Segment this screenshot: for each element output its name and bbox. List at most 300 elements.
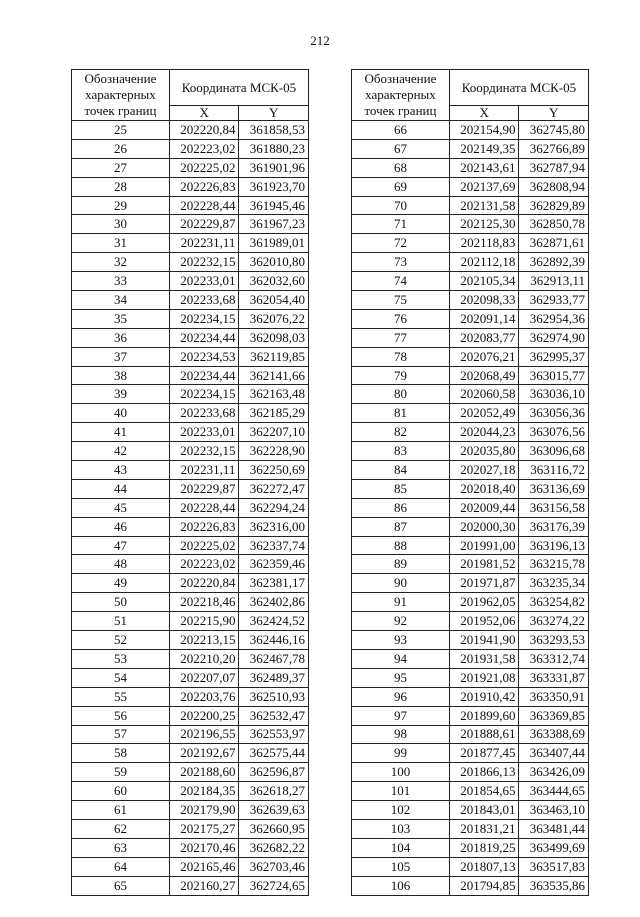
table-row [352,857,589,876]
table-row [352,725,589,744]
table-row [352,763,589,782]
y-coordinate-cell: 362682,22 [239,838,309,857]
table-row [72,593,309,612]
x-coordinate-cell: 202207,07 [169,668,239,687]
table-row [72,857,309,876]
table-row [352,555,589,574]
table-row [72,423,309,442]
point-number-cell: 53 [72,649,170,668]
y-coordinate-cell: 361967,23 [239,215,309,234]
y-coordinate-cell: 362596,87 [239,763,309,782]
table-row [352,819,589,838]
table-row [352,309,589,328]
y-coordinate-cell: 363426,09 [519,763,589,782]
x-coordinate-cell: 202228,44 [169,196,239,215]
x-coordinate-cell: 202233,68 [169,291,239,310]
y-coordinate-cell: 362829,89 [519,196,589,215]
y-coordinate-cell: 362745,80 [519,121,589,140]
point-number-cell: 69 [352,177,450,196]
table-row [72,744,309,763]
table-row [72,574,309,593]
point-number-cell: 46 [72,517,170,536]
table-row [72,687,309,706]
y-coordinate-cell: 363312,74 [519,649,589,668]
table-row [72,366,309,385]
table-body-right [352,121,589,896]
table-row [352,536,589,555]
table-row [72,517,309,536]
point-number-cell: 77 [352,328,450,347]
y-coordinate-cell: 363215,78 [519,555,589,574]
x-coordinate-cell: 202233,01 [169,423,239,442]
point-number-cell: 52 [72,631,170,650]
point-number-cell: 98 [352,725,450,744]
x-coordinate-cell: 202226,83 [169,517,239,536]
table-row [72,272,309,291]
y-coordinate-cell: 362359,46 [239,555,309,574]
x-coordinate-cell: 202203,76 [169,687,239,706]
column-header-y: Y [519,106,589,121]
column-header-point-label: Обозначение характерных точек границ [72,70,170,121]
table-row [352,706,589,725]
y-coordinate-cell: 363096,68 [519,442,589,461]
point-number-cell: 44 [72,479,170,498]
x-coordinate-cell: 202018,40 [449,479,519,498]
y-coordinate-cell: 361945,46 [239,196,309,215]
y-coordinate-cell: 362974,90 [519,328,589,347]
table-row [352,649,589,668]
point-number-cell: 34 [72,291,170,310]
table-row [72,328,309,347]
y-coordinate-cell: 363254,82 [519,593,589,612]
x-coordinate-cell: 202052,49 [449,404,519,423]
point-number-cell: 60 [72,782,170,801]
point-number-cell: 72 [352,234,450,253]
point-number-cell: 61 [72,801,170,820]
y-coordinate-cell: 362892,39 [519,253,589,272]
table-row [352,744,589,763]
x-coordinate-cell: 202225,02 [169,536,239,555]
x-coordinate-cell: 202137,69 [449,177,519,196]
table-row [352,668,589,687]
coordinates-table-left [71,69,309,896]
y-coordinate-cell: 363350,91 [519,687,589,706]
x-coordinate-cell: 202213,15 [169,631,239,650]
x-coordinate-cell: 202009,44 [449,498,519,517]
y-coordinate-cell: 363463,10 [519,801,589,820]
x-coordinate-cell: 202143,61 [449,158,519,177]
y-coordinate-cell: 362228,90 [239,442,309,461]
point-number-cell: 91 [352,593,450,612]
y-coordinate-cell: 362933,77 [519,291,589,310]
y-coordinate-cell: 363176,39 [519,517,589,536]
x-coordinate-cell: 201854,65 [449,782,519,801]
point-number-cell: 95 [352,668,450,687]
x-coordinate-cell: 202083,77 [449,328,519,347]
x-coordinate-cell: 202044,23 [449,423,519,442]
point-number-cell: 90 [352,574,450,593]
table-row [352,479,589,498]
table-row [352,838,589,857]
y-coordinate-cell: 362250,69 [239,461,309,480]
point-number-cell: 62 [72,819,170,838]
table-row [72,819,309,838]
y-coordinate-cell: 363156,58 [519,498,589,517]
x-coordinate-cell: 202125,30 [449,215,519,234]
table-row [72,782,309,801]
y-coordinate-cell: 363369,85 [519,706,589,725]
x-coordinate-cell: 201888,61 [449,725,519,744]
point-number-cell: 82 [352,423,450,442]
y-coordinate-cell: 361858,53 [239,121,309,140]
table-row [72,196,309,215]
point-number-cell: 37 [72,347,170,366]
x-coordinate-cell: 202192,67 [169,744,239,763]
table-row [72,291,309,310]
x-coordinate-cell: 202234,44 [169,328,239,347]
x-coordinate-cell: 201952,06 [449,612,519,631]
x-coordinate-cell: 202175,27 [169,819,239,838]
y-coordinate-cell: 362185,29 [239,404,309,423]
table-row [72,838,309,857]
x-coordinate-cell: 202210,20 [169,649,239,668]
x-coordinate-cell: 202184,35 [169,782,239,801]
x-coordinate-cell: 201807,13 [449,857,519,876]
x-coordinate-cell: 201971,87 [449,574,519,593]
point-number-cell: 47 [72,536,170,555]
table-row [352,423,589,442]
table-row [72,612,309,631]
table-row [352,782,589,801]
y-coordinate-cell: 363444,65 [519,782,589,801]
x-coordinate-cell: 202220,84 [169,121,239,140]
y-coordinate-cell: 363235,34 [519,574,589,593]
y-coordinate-cell: 362337,74 [239,536,309,555]
point-number-cell: 33 [72,272,170,291]
y-coordinate-cell: 362808,94 [519,177,589,196]
y-coordinate-cell: 362724,65 [239,876,309,895]
y-coordinate-cell: 363331,87 [519,668,589,687]
x-coordinate-cell: 201899,60 [449,706,519,725]
x-coordinate-cell: 202229,87 [169,215,239,234]
table-row [352,366,589,385]
y-coordinate-cell: 362054,40 [239,291,309,310]
y-coordinate-cell: 362913,11 [519,272,589,291]
x-coordinate-cell: 202231,11 [169,234,239,253]
x-coordinate-cell: 202179,90 [169,801,239,820]
x-coordinate-cell: 202091,14 [449,309,519,328]
x-coordinate-cell: 201921,08 [449,668,519,687]
table-row [72,763,309,782]
y-coordinate-cell: 362954,36 [519,309,589,328]
point-number-cell: 55 [72,687,170,706]
point-number-cell: 27 [72,158,170,177]
table-row [352,347,589,366]
point-number-cell: 45 [72,498,170,517]
x-coordinate-cell: 201981,52 [449,555,519,574]
point-number-cell: 32 [72,253,170,272]
point-number-cell: 65 [72,876,170,895]
table-row [72,461,309,480]
table-row [352,177,589,196]
point-number-cell: 103 [352,819,450,838]
y-coordinate-cell: 362850,78 [519,215,589,234]
table-row [352,517,589,536]
point-number-cell: 41 [72,423,170,442]
table-row [352,404,589,423]
table-row [352,593,589,612]
column-header-x: X [449,106,519,121]
point-number-cell: 70 [352,196,450,215]
point-number-cell: 71 [352,215,450,234]
point-number-cell: 63 [72,838,170,857]
x-coordinate-cell: 202233,68 [169,404,239,423]
point-number-cell: 89 [352,555,450,574]
point-number-cell: 85 [352,479,450,498]
point-number-cell: 66 [352,121,450,140]
table-row [352,196,589,215]
table-row [352,442,589,461]
x-coordinate-cell: 202232,15 [169,253,239,272]
x-coordinate-cell: 202215,90 [169,612,239,631]
point-number-cell: 84 [352,461,450,480]
y-coordinate-cell: 362316,00 [239,517,309,536]
y-coordinate-cell: 362871,61 [519,234,589,253]
x-coordinate-cell: 202218,46 [169,593,239,612]
x-coordinate-cell: 201794,85 [449,876,519,895]
y-coordinate-cell: 362402,86 [239,593,309,612]
x-coordinate-cell: 202233,01 [169,272,239,291]
y-coordinate-cell: 363481,44 [519,819,589,838]
point-number-cell: 54 [72,668,170,687]
column-header-point-label: Обозначение характерных точек границ [352,70,450,121]
x-coordinate-cell: 201931,58 [449,649,519,668]
table-row [72,139,309,158]
table-row [352,215,589,234]
y-coordinate-cell: 363535,86 [519,876,589,895]
x-coordinate-cell: 202060,58 [449,385,519,404]
table-row [352,461,589,480]
table-row [72,347,309,366]
x-coordinate-cell: 201831,21 [449,819,519,838]
table-row [352,234,589,253]
point-number-cell: 101 [352,782,450,801]
point-number-cell: 105 [352,857,450,876]
table-row [352,574,589,593]
point-number-cell: 100 [352,763,450,782]
x-coordinate-cell: 202234,15 [169,385,239,404]
y-coordinate-cell: 362532,47 [239,706,309,725]
table-row [72,498,309,517]
point-number-cell: 87 [352,517,450,536]
y-coordinate-cell: 363015,77 [519,366,589,385]
x-coordinate-cell: 202225,02 [169,158,239,177]
y-coordinate-cell: 362272,47 [239,479,309,498]
x-coordinate-cell: 201877,45 [449,744,519,763]
point-number-cell: 58 [72,744,170,763]
y-coordinate-cell: 363136,69 [519,479,589,498]
table-row [72,725,309,744]
table-row [352,631,589,650]
point-number-cell: 28 [72,177,170,196]
x-coordinate-cell: 202076,21 [449,347,519,366]
point-number-cell: 88 [352,536,450,555]
y-coordinate-cell: 362703,46 [239,857,309,876]
y-coordinate-cell: 363056,36 [519,404,589,423]
y-coordinate-cell: 362618,27 [239,782,309,801]
point-number-cell: 67 [352,139,450,158]
point-number-cell: 97 [352,706,450,725]
y-coordinate-cell: 363076,56 [519,423,589,442]
table-body-left [72,121,309,896]
table-row [72,668,309,687]
x-coordinate-cell: 202170,46 [169,838,239,857]
x-coordinate-cell: 202220,84 [169,574,239,593]
point-number-cell: 39 [72,385,170,404]
x-coordinate-cell: 201941,90 [449,631,519,650]
table-row [72,385,309,404]
point-number-cell: 79 [352,366,450,385]
table-row [352,385,589,404]
point-number-cell: 102 [352,801,450,820]
y-coordinate-cell: 361989,01 [239,234,309,253]
point-number-cell: 86 [352,498,450,517]
point-number-cell: 42 [72,442,170,461]
point-number-cell: 73 [352,253,450,272]
x-coordinate-cell: 201866,13 [449,763,519,782]
table-row [352,121,589,140]
point-number-cell: 51 [72,612,170,631]
x-coordinate-cell: 202098,33 [449,291,519,310]
x-coordinate-cell: 202165,46 [169,857,239,876]
table-row [352,328,589,347]
y-coordinate-cell: 362766,89 [519,139,589,158]
y-coordinate-cell: 362294,24 [239,498,309,517]
x-coordinate-cell: 202234,44 [169,366,239,385]
page-number: 212 [310,33,330,48]
point-number-cell: 96 [352,687,450,706]
x-coordinate-cell: 202035,80 [449,442,519,461]
column-header-coordinate: Координата МСК-05 [449,70,588,106]
x-coordinate-cell: 202112,18 [449,253,519,272]
y-coordinate-cell: 363388,69 [519,725,589,744]
x-coordinate-cell: 202232,15 [169,442,239,461]
point-number-cell: 92 [352,612,450,631]
point-number-cell: 31 [72,234,170,253]
y-coordinate-cell: 362553,97 [239,725,309,744]
y-coordinate-cell: 363116,72 [519,461,589,480]
y-coordinate-cell: 362995,37 [519,347,589,366]
x-coordinate-cell: 202229,87 [169,479,239,498]
x-coordinate-cell: 202223,02 [169,555,239,574]
x-coordinate-cell: 202226,83 [169,177,239,196]
x-coordinate-cell: 202131,58 [449,196,519,215]
point-number-cell: 29 [72,196,170,215]
y-coordinate-cell: 362098,03 [239,328,309,347]
y-coordinate-cell: 362141,66 [239,366,309,385]
x-coordinate-cell: 202200,25 [169,706,239,725]
point-number-cell: 74 [352,272,450,291]
x-coordinate-cell: 201843,01 [449,801,519,820]
y-coordinate-cell: 362119,85 [239,347,309,366]
y-coordinate-cell: 362010,80 [239,253,309,272]
point-number-cell: 80 [352,385,450,404]
table-row [72,706,309,725]
table-row [72,876,309,895]
y-coordinate-cell: 362489,37 [239,668,309,687]
point-number-cell: 57 [72,725,170,744]
point-number-cell: 94 [352,649,450,668]
x-coordinate-cell: 202149,35 [449,139,519,158]
y-coordinate-cell: 362381,17 [239,574,309,593]
y-coordinate-cell: 362207,10 [239,423,309,442]
x-coordinate-cell: 202223,02 [169,139,239,158]
x-coordinate-cell: 202118,83 [449,234,519,253]
table-row [352,876,589,895]
point-number-cell: 26 [72,139,170,158]
table-row [352,498,589,517]
point-number-cell: 83 [352,442,450,461]
x-coordinate-cell: 202234,53 [169,347,239,366]
x-coordinate-cell: 202188,60 [169,763,239,782]
point-number-cell: 49 [72,574,170,593]
point-number-cell: 75 [352,291,450,310]
point-number-cell: 78 [352,347,450,366]
y-coordinate-cell: 363196,13 [519,536,589,555]
point-number-cell: 25 [72,121,170,140]
column-header-x: X [169,106,239,121]
y-coordinate-cell: 361923,70 [239,177,309,196]
x-coordinate-cell: 201910,42 [449,687,519,706]
point-number-cell: 35 [72,309,170,328]
column-header-coordinate: Координата МСК-05 [169,70,308,106]
x-coordinate-cell: 202231,11 [169,461,239,480]
point-number-cell: 64 [72,857,170,876]
y-coordinate-cell: 363036,10 [519,385,589,404]
x-coordinate-cell: 202154,90 [449,121,519,140]
table-row [72,177,309,196]
point-number-cell: 43 [72,461,170,480]
table-row [72,631,309,650]
point-number-cell: 81 [352,404,450,423]
table-row [352,687,589,706]
point-number-cell: 48 [72,555,170,574]
y-coordinate-cell: 362787,94 [519,158,589,177]
y-coordinate-cell: 362639,63 [239,801,309,820]
x-coordinate-cell: 201991,00 [449,536,519,555]
x-coordinate-cell: 202160,27 [169,876,239,895]
coordinates-table-right [351,69,589,896]
y-coordinate-cell: 362076,22 [239,309,309,328]
table-row [72,158,309,177]
y-coordinate-cell: 361880,23 [239,139,309,158]
table-row [352,253,589,272]
x-coordinate-cell: 202000,30 [449,517,519,536]
point-number-cell: 30 [72,215,170,234]
y-coordinate-cell: 363517,83 [519,857,589,876]
x-coordinate-cell: 202068,49 [449,366,519,385]
y-coordinate-cell: 362163,48 [239,385,309,404]
y-coordinate-cell: 362575,44 [239,744,309,763]
y-coordinate-cell: 362032,60 [239,272,309,291]
table-row [72,479,309,498]
x-coordinate-cell: 201819,25 [449,838,519,857]
table-row [72,536,309,555]
point-number-cell: 68 [352,158,450,177]
point-number-cell: 36 [72,328,170,347]
point-number-cell: 104 [352,838,450,857]
table-row [72,801,309,820]
